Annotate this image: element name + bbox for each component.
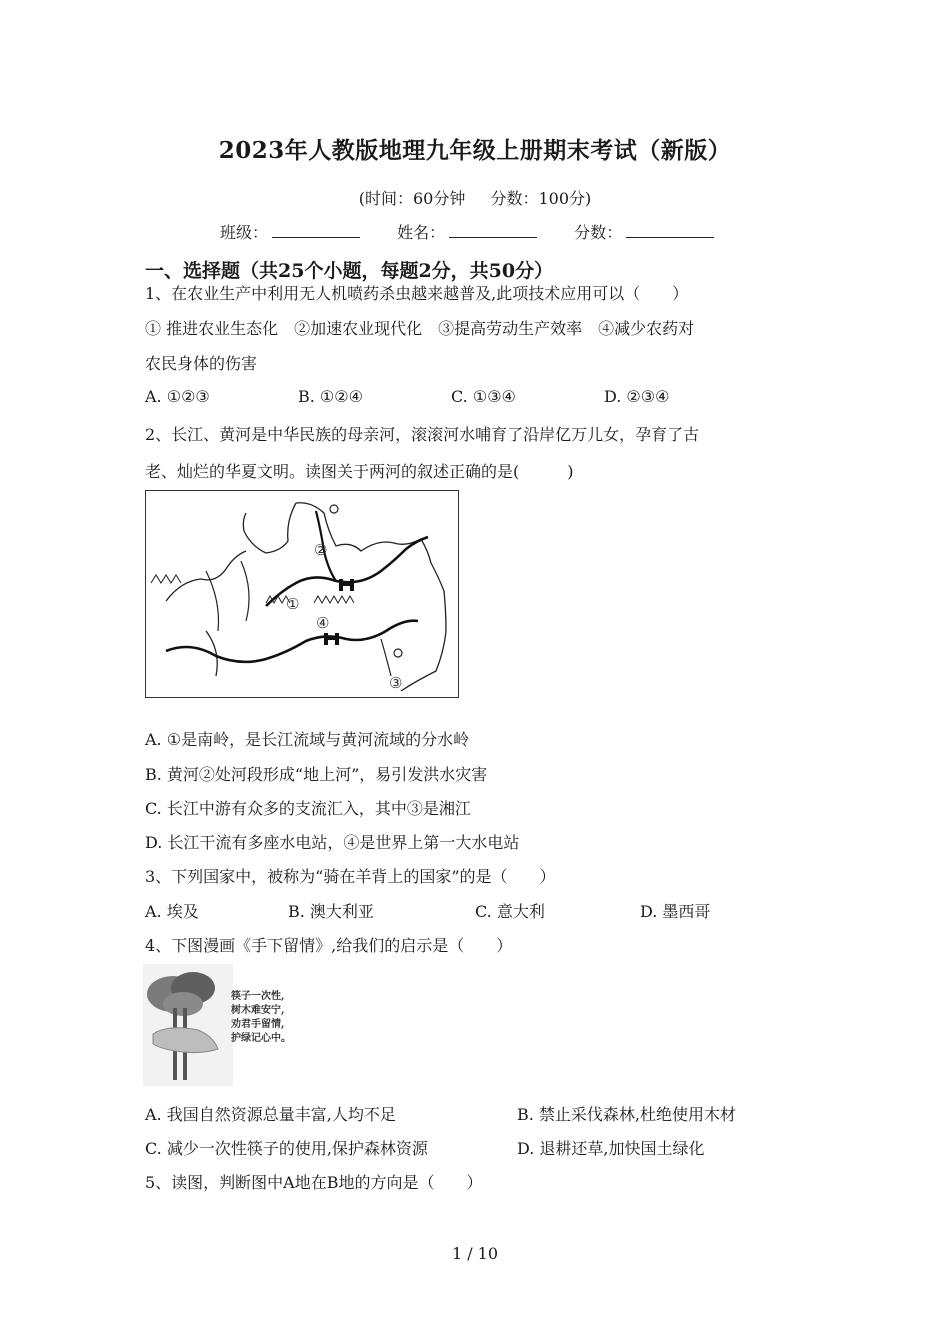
q3-stem: 3、下列国家中，被称为“骑在羊背上的国家”的是（ ） [145, 867, 556, 886]
name-blank[interactable] [449, 223, 537, 238]
class-blank[interactable] [272, 223, 360, 238]
q3-option-d[interactable]: D. 墨西哥 [640, 902, 711, 921]
cartoon-line-1: 筷子一次性, [231, 991, 285, 1002]
q1-items-line1: ① 推进农业生态化 ②加速农业现代化 ③提高劳动生产效率 ④减少农药对 [145, 319, 695, 338]
q3-option-a[interactable]: A. 埃及 [145, 902, 199, 921]
q2-stem-line2: 老、灿烂的华夏文明。读图关于两河的叙述正确的是( ) [145, 462, 574, 481]
map-label-4: ④ [316, 614, 330, 632]
score-field[interactable] [574, 220, 714, 243]
cartoon-caption [231, 990, 291, 1046]
exam-time: (时间：60分钟 [358, 189, 466, 208]
page-title: 2023年人教版地理九年级上册期末考试（新版） [218, 137, 732, 164]
q2-option-c[interactable]: C. 长江中游有众多的支流汇入，其中③是湘江 [145, 799, 471, 818]
cartoon-line-3: 劝君手留情, [231, 1019, 285, 1030]
q3-option-c[interactable]: C. 意大利 [475, 902, 545, 921]
page-number: 1 / 10 [451, 1244, 499, 1263]
q1-option-c[interactable]: C. ①③④ [451, 387, 516, 406]
q1-items-line2: 农民身体的伤害 [145, 354, 258, 373]
q3-option-b[interactable]: B. 澳大利亚 [288, 902, 374, 921]
name-field[interactable] [397, 220, 537, 243]
q4-option-a[interactable]: A. 我国自然资源总量丰富,人均不足 [145, 1105, 396, 1124]
cartoon-line-2: 树木难安宁, [231, 1005, 285, 1016]
q1-option-b[interactable]: B. ①②④ [298, 387, 363, 406]
q2-stem-line1: 2、长江、黄河是中华民族的母亲河，滚滚河水哺育了沿岸亿万儿女，孕育了古 [145, 425, 700, 444]
name-label: 姓名： [397, 223, 446, 242]
score-label: 分数： [574, 223, 623, 242]
q1-option-a[interactable]: A. ①②③ [145, 387, 210, 406]
q2-option-a[interactable]: A. ①是南岭，是长江流域与黄河流域的分水岭 [145, 730, 470, 749]
map-label-2: ② [314, 541, 328, 559]
exam-meta [0, 186, 950, 209]
q5-stem: 5、读图，判断图中A地在B地的方向是（ ） [145, 1173, 483, 1192]
student-fields [220, 220, 746, 243]
class-field[interactable] [220, 220, 360, 243]
score-blank[interactable] [626, 223, 714, 238]
class-label: 班级： [220, 223, 269, 242]
q2-option-b[interactable]: B. 黄河②处河段形成“地上河”，易引发洪水灾害 [145, 765, 488, 784]
cartoon-line-4: 护绿记心中。 [231, 1033, 291, 1044]
exam-total-score: 分数：100分) [490, 189, 592, 208]
q4-option-d[interactable]: D. 退耕还草,加快国土绿化 [517, 1139, 705, 1158]
cartoon-image [143, 964, 303, 1086]
map-label-1: ① [286, 595, 300, 613]
q1-option-d[interactable]: D. ②③④ [604, 387, 670, 406]
q2-option-d[interactable]: D. 长江干流有多座水电站，④是世界上第一大水电站 [145, 833, 520, 852]
q4-stem: 4、下图漫画《手下留情》,给我们的启示是（ ） [145, 936, 513, 955]
q1-stem: 1、在农业生产中利用无人机喷药杀虫越来越普及,此项技术应用可以（ ） [145, 284, 689, 303]
rivers-map [145, 490, 459, 698]
section-heading: 一、选择题（共25个小题，每题2分，共50分） [145, 260, 554, 282]
map-label-3: ③ [389, 674, 403, 692]
q4-option-c[interactable]: C. 减少一次性筷子的使用,保护森林资源 [145, 1139, 428, 1158]
rivers-map-drawing [146, 491, 458, 697]
q4-option-b[interactable]: B. 禁止采伐森林,杜绝使用木材 [517, 1105, 737, 1124]
